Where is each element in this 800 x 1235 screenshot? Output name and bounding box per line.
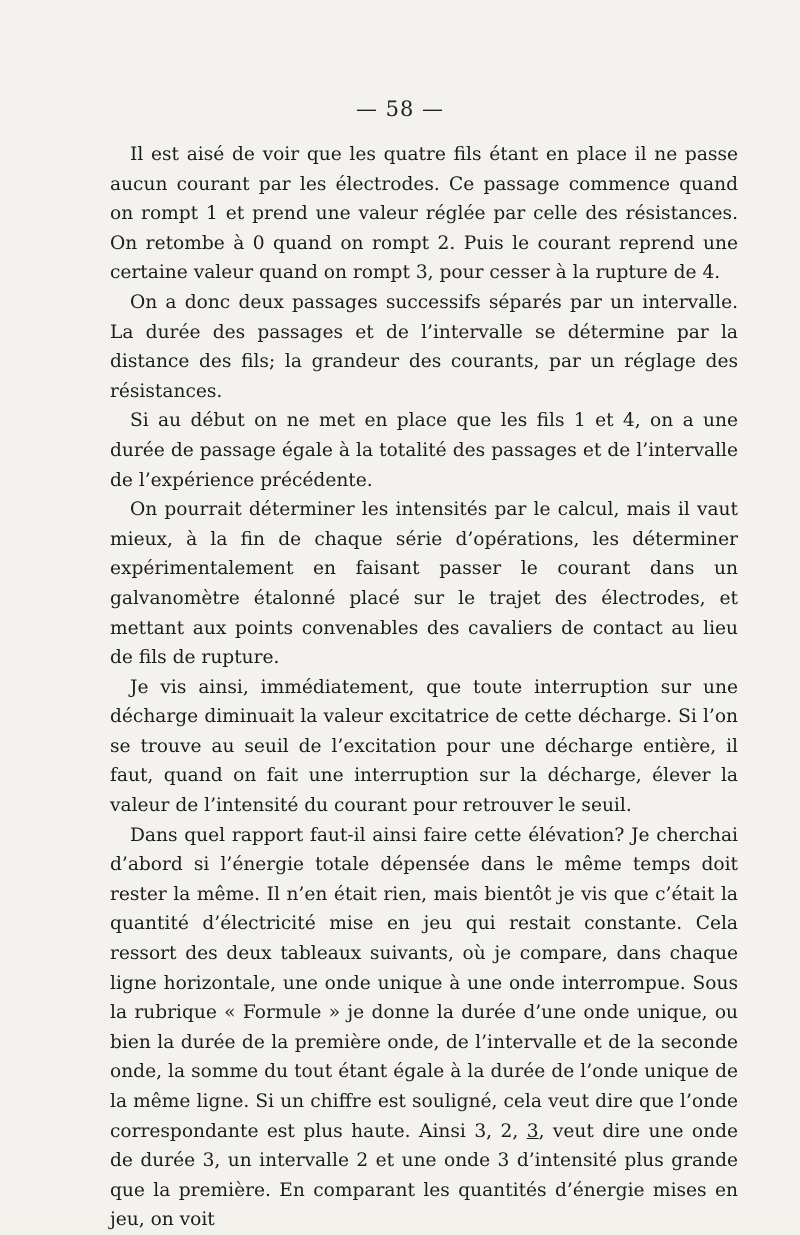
body-text — [110, 140, 738, 1235]
paragraph: Je vis ainsi, immédiatement, que toute interruption sur une décharge diminuait la valeur excitatrice de cette décharge. Si l’on se trouve au seuil de l’excitation pour une décharge entière, il faut, quand on fait une interruption sur la décharge, élever la valeur de l’intensité du courant pour retrouver le seuil. — [110, 676, 738, 817]
paragraph-text-end: , veut dire une onde de durée 3, un intervalle 2 et une onde 3 d’intensité plus grande que la première. En comparant les quantités d’énergie mises en jeu, on voit — [110, 1120, 738, 1231]
paragraph — [110, 821, 738, 1235]
paragraph: On pourrait déterminer les intensités par le calcul, mais il vaut mieux, à la fin de chaque série d’opérations, les déterminer expérimentalement en faisant passer le courant dans un galvanomètre étalonné placé sur le trajet des électrodes, et mettant aux points convenables des cavaliers de contact au lieu de fils de rupture. — [110, 499, 738, 669]
paragraph: Si au début on ne met en place que les fils 1 et 4, on a une durée de passage égale à la totalité des passages et de l’intervalle de l’expérience précédente. — [110, 410, 738, 491]
paragraph: On a donc deux passages successifs séparés par un intervalle. La durée des passages et de l’intervalle se détermine par la distance des fils; la grandeur des courants, par un réglage des résistances. — [110, 291, 738, 402]
paragraph: Il est aisé de voir que les quatre fils étant en place il ne passe aucun courant par les électrodes. Ce passage commence quand on rompt 1 et prend une valeur réglée par celle des résistances. On retombe à 0 quand on rompt 2. Puis le courant reprend une certaine valeur quand on rompt 3, pour cesser à la rupture de 4. — [110, 144, 738, 284]
paragraph-text-start: Dans quel rapport faut-il ainsi faire cette élévation? Je cherchai d’abord si l’énergie totale dépensée dans le même temps doit rester la même. Il n’en était rien, mais bientôt je vis que c’était la quantité d’électricité mise en jeu qui restait constante. Cela ressort des deux tableaux suivants, où je compare, dans chaque ligne horizontale, une onde unique à une onde interrompue. Sous la rubrique « Formule » je donne la durée d’une onde unique, ou bien la durée de la première onde, de l’intervalle et de la seconde onde, la somme du tout étant égale à la durée de l’onde unique de la même ligne. Si un chiffre est souligné, cela veut dire que l’onde correspondante est plus haute. Ainsi 3, 2, — [110, 824, 738, 1142]
underlined-number: 3 — [526, 1120, 539, 1142]
page-number: — 58 — — [355, 97, 445, 121]
